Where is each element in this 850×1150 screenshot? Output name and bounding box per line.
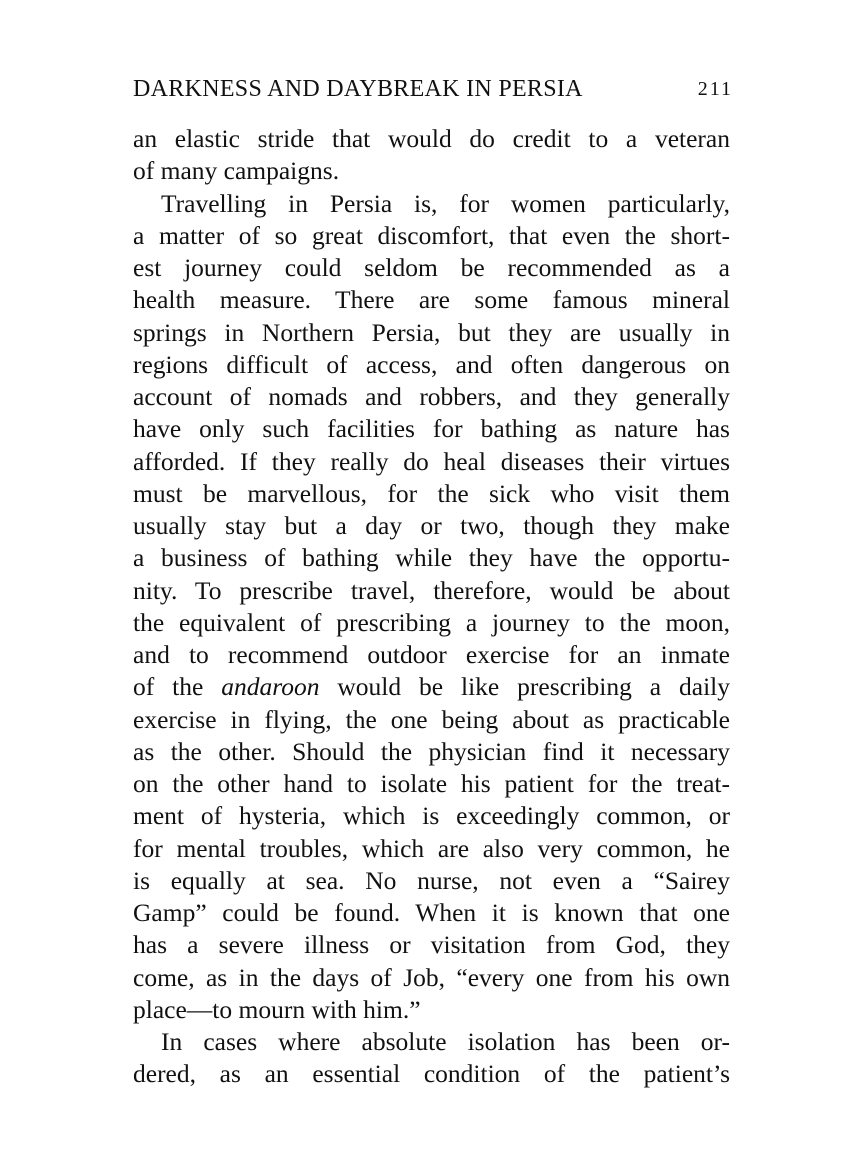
text-line: a business of bathing while they have the opportu- bbox=[133, 543, 730, 572]
text-line: usually stay but a day or two, though they make bbox=[133, 511, 730, 540]
text-line: Travelling in Persia is, for women particularly, bbox=[161, 189, 730, 218]
text-line: the equivalent of prescribing a journey to the moon, bbox=[133, 608, 730, 637]
italic-term: andaroon bbox=[221, 672, 320, 701]
text-line: have only such facilities for bathing as nature has bbox=[133, 414, 730, 443]
text-line: of many campaigns. bbox=[133, 156, 340, 185]
text-line: ment of hysteria, which is exceedingly common, or bbox=[133, 801, 730, 830]
text-line: health measure. There are some famous mineral bbox=[133, 285, 730, 314]
text-line: as the other. Should the physician find it necessary bbox=[133, 737, 730, 766]
text-line: on the other hand to isolate his patient for the treat- bbox=[133, 769, 730, 798]
text-line: account of nomads and robbers, and they generally bbox=[133, 382, 730, 411]
text-line: nity. To prescribe travel, therefore, would be about bbox=[133, 576, 730, 605]
text-line bbox=[133, 671, 730, 703]
text-line: an elastic stride that would do credit to a veteran bbox=[133, 124, 730, 153]
text-line: springs in Northern Persia, but they are usually in bbox=[133, 318, 730, 347]
text-line: In cases where absolute isolation has been or- bbox=[161, 1027, 730, 1056]
text-line: regions difficult of access, and often dangerous on bbox=[133, 350, 730, 379]
text-line: Gamp” could be found. When it is known that one bbox=[133, 898, 730, 927]
text-line: a matter of so great discomfort, that even the short- bbox=[133, 221, 730, 250]
text-line: for mental troubles, which are also very common, he bbox=[133, 834, 730, 863]
text-line: afforded. If they really do heal diseases their virtues bbox=[133, 447, 730, 476]
running-header bbox=[133, 71, 733, 107]
text-segment: of the bbox=[133, 672, 222, 701]
text-line: must be marvellous, for the sick who visit them bbox=[133, 479, 730, 508]
text-line: dered, as an essential condition of the patient’s bbox=[133, 1059, 730, 1088]
text-line: place—to mourn with him.” bbox=[133, 995, 421, 1024]
text-line: exercise in flying, the one being about as practicable bbox=[133, 705, 730, 734]
text-line: has a severe illness or visitation from God, they bbox=[133, 930, 730, 959]
text-line: come, as in the days of Job, “every one from his own bbox=[133, 963, 730, 992]
running-title: DARKNESS AND DAYBREAK IN PERSIA bbox=[133, 76, 583, 102]
text-line: is equally at sea. No nurse, not even a “Sairey bbox=[133, 866, 730, 895]
text-line: est journey could seldom be recommended as a bbox=[133, 253, 730, 282]
page-number: 211 bbox=[697, 78, 733, 100]
text-line: and to recommend outdoor exercise for an inmate bbox=[133, 640, 730, 669]
text-segment: would be like prescribing a daily bbox=[319, 672, 730, 701]
